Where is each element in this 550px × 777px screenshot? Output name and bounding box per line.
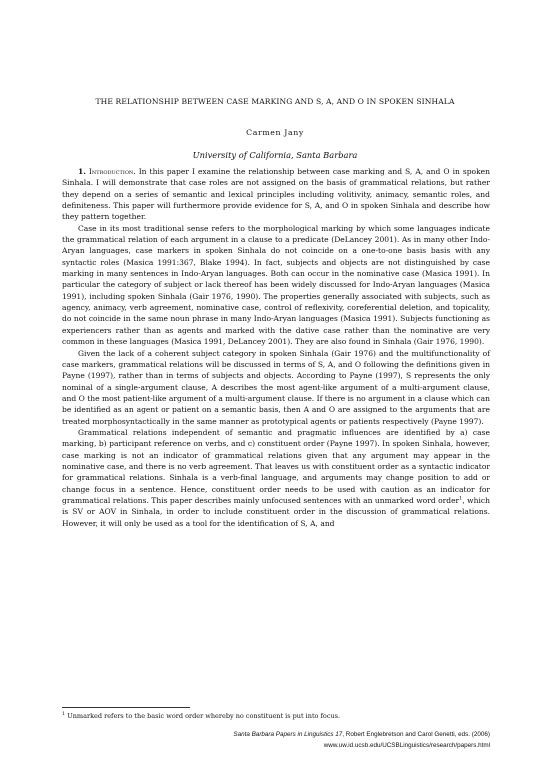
- paper-title: THE RELATIONSHIP BETWEEN CASE MARKING AND S, A, AND O IN SPOKEN SINHALA: [95, 97, 455, 106]
- paragraph-text: In this paper I examine the relationship between case marking and S, A, and O in spoken Sinhala. I will demonstrate that case roles are not assigned on the basis of grammatical relations, but rather they depend on a series of semantic and lexical principles including volitivity, animacy, semantic roles, and definiteness. This paper will furthermore provide evidence for S, A, and O in spoken Sinhala and describe how they pattern together.: [62, 167, 490, 222]
- paragraph: [62, 223, 490, 348]
- paragraph-text: Grammatical relations independent of semantic and pragmatic influences are identified by a) case marking, b) participant reference on verbs, and c) constituent order (Payne 1997). In spoken Sinhala, however, case marking is not an indicator of grammatical relations given that any argument may appear in the nominative case, and there is no verb agreement. That leaves us with constituent order as a syntactic indicator for grammatical relations. Sinhala is a verb-final language, and arguments may change position to add or change focus in a sentence. Hence, constituent order needs to be used with caution as an indicator for grammatical relations. This paper describes mainly unfocused sentences with an unmarked word order: [62, 427, 490, 505]
- paragraph-text: Given the lack of a coherent subject category in spoken Sinhala (Gair 1976) and the multifunctionality of case markers, grammatical relations will be discussed in terms of S, A, and O following the definitions given in Payne (1997), rather than in terms of subjects and objects. According to Payne (1997), S represents the only nominal of a single-argument clause, A describes the most agent-like argument of a multi-argument clause, and O the most patient-like argument of a multi-argument clause. If there is no argument in a clause which can be identified as an agent or patient on a semantic basis, then A and O are assigned to the arguments that are treated morphosyntactically in the same manner as prototypical agents or patients respectively (Payne 1997).: [62, 348, 490, 426]
- paragraph: Grammatical relations independent of semantic and pragmatic influences are identified by a) case marking, b) participant reference on verbs, and c) constituent order (Payne 1997). In spoken Sinhala, however, case marking is not an indicator of grammatical relations given that any argument may appear in the nominative case, and there is no verb agreement. That leaves us with constituent order as a syntactic indicator for grammatical relations. Sinhala is a verb-final language, and arguments may change position to add or change focus in a sentence. Hence, constituent order needs to be used with caution as an indicator for grammatical relations. This paper describes mainly unfocused sentences with an unmarked word order$^1$, which is SV or AOV in Sinhala, in order to include constituent order in the discussion of grammatical relations. However, it will only be used as a tool for the identification of S, A, and: [62, 427, 490, 528]
- footnote-reference[interactable]: 1: [459, 495, 463, 502]
- footnote-marker: 1: [62, 710, 66, 717]
- footer-url[interactable]: www.uw.id.ucsb.edu/UCSBLinguistics/research/papers.html: [323, 741, 490, 749]
- footnote-text: Unmarked refers to the basic word order whereby no constituent is put into focus.: [67, 712, 341, 720]
- author-name: Carmen Jany: [246, 128, 304, 137]
- footnote: [62, 712, 490, 720]
- footer-citation: [233, 730, 490, 741]
- author-affiliation: University of California, Santa Barbara: [192, 150, 358, 160]
- running-footer: [233, 730, 490, 751]
- paragraph-text: which is SV or AOV in Sinhala, in order to include constituent order in the discussion of grammatical relations. However, it will only be used as a tool for the identification of S, A, and: [62, 495, 490, 528]
- section-title: Introduction: [88, 167, 134, 176]
- footer-editors: , Robert Englebretson and Carol Genetti, eds. (2006): [342, 731, 490, 738]
- paper-body: [62, 166, 490, 529]
- paragraph-text: Case in its most traditional sense refers to the morphological marking by which some languages indicate the grammatical relation of each argument in a clause to a predicate (DeLancey 2001). As in many other Indo-Aryan languages, case markers in spoken Sinhala do not coincide on a one-to-one basis basis with any syntactic roles (Masica 1991:367, Blake 1994). In fact, subjects and objects are not distinguished by case marking in many sentences in Indo-Aryan languages. Both can occur in the nominative case (Masica 1991). In particular the category of subject or lack thereof has been widely discussed for Indo-Aryan languages (Masica 1991), including spoken Sinhala (Gair 1976, 1990). The properties generally associated with subjects, such as agency, animacy, verb agreement, nominative case, control of reflexivity, coreferential deletion, and topicality, do not coincide in the same noun phrase in many Indo-Aryan languages (Masica 1991). Subjects functioning as experiencers rather than as agents and marked with the dative case rather than the nominative are very common in these languages (Masica 1991, DeLancey 2001). They are also found in Sinhala (Gair 1976, 1990).: [62, 223, 490, 347]
- paragraph: 1. Introduction. In this paper I examine the relationship between case marking and S, A, and O in spoken Sinhala. I will demonstrate that case roles are not assigned on the basis of grammatical relations, but rather they depend on a series of semantic and lexical principles including volitivity, animacy, semantic roles, and definiteness. This paper will furthermore provide evidence for S, A, and O in spoken Sinhala and describe how they pattern together.: [62, 167, 490, 222]
- footnote-divider: [62, 707, 190, 708]
- section-number: 1.: [78, 167, 86, 176]
- paragraph: [62, 348, 490, 427]
- footer-series: Santa Barbara Papers in Linguistics 17: [233, 731, 343, 738]
